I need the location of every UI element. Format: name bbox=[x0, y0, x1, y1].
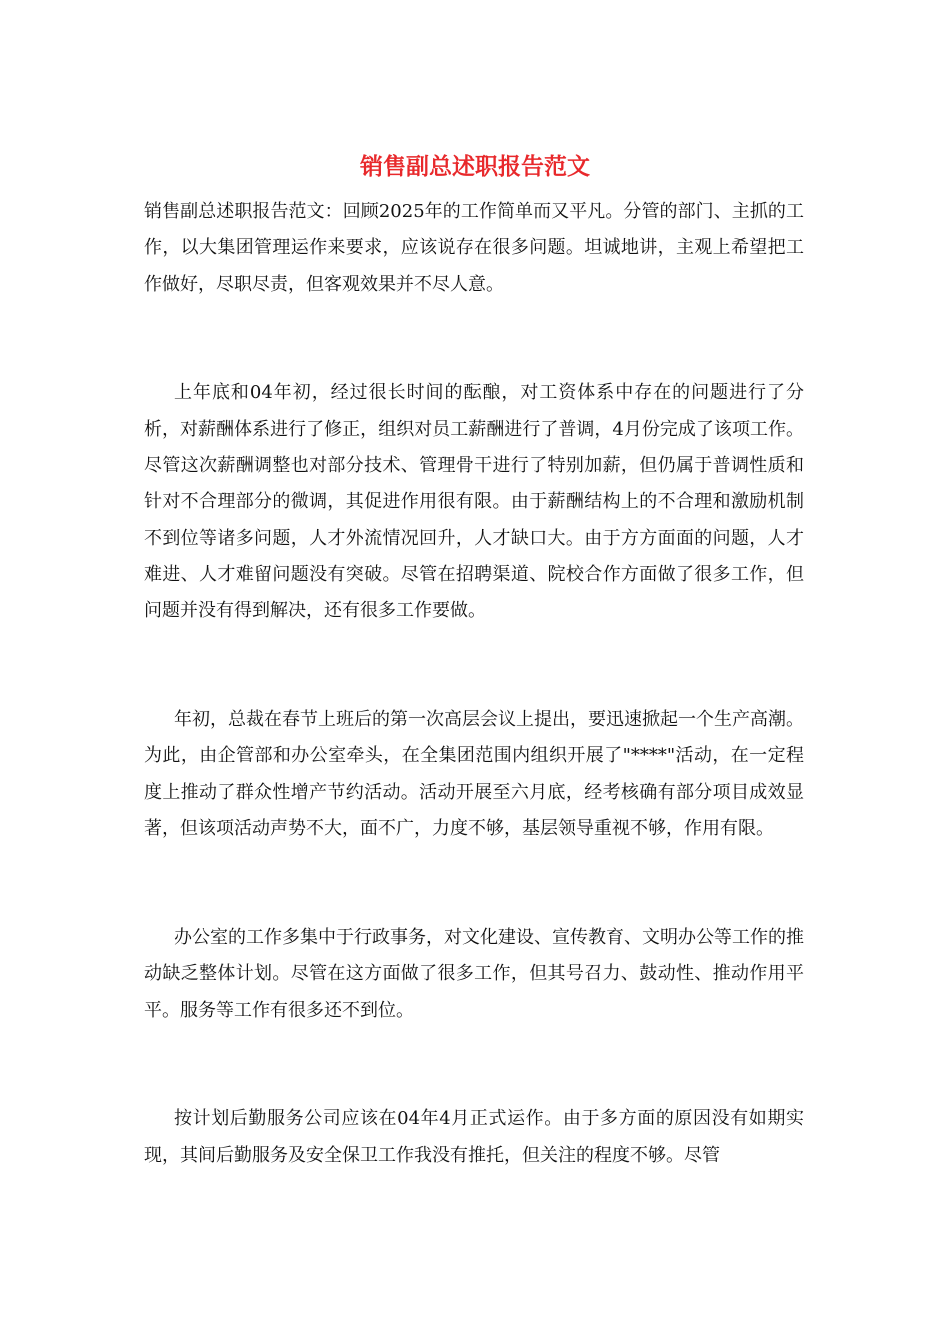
paragraph-office-work: 办公室的工作多集中于行政事务，对文化建设、宣传教育、文明办公等工作的推动缺乏整体计划。尽管在这方面做了很多工作，但其号召力、鼓动性、推动作用平平。服务等工作有很多还不到位。 bbox=[144, 926, 804, 1021]
paragraph-production-campaign: 年初，总裁在春节上班后的第一次高层会议上提出，要迅速掀起一个生产高潮。为此，由企管部和办公室牵头，在全集团范围内组织开展了"****"活动，在一定程度上推动了群众性增产节约活动。活动开展至六月底，经考核确有部分项目成效显著，但该项活动声势不大，面不广，力度不够，基层领导重视不够，作用有限。 bbox=[144, 709, 804, 840]
paragraph-logistics: 按计划后勤服务公司应该在04年4月正式运作。由于多方面的原因没有如期实现，其间后勤服务及安全保卫工作我没有推托，但关注的程度不够。尽管 bbox=[144, 1108, 804, 1166]
paragraph-intro: 销售副总述职报告范文：回顾2025年的工作简单而又平凡。分管的部门、主抓的工作，以大集团管理运作来要求，应该说存在很多问题。坦诚地讲，主观上希望把工作做好，尽职尽责，但客观效果并不尽人意。 bbox=[144, 201, 804, 295]
document-body bbox=[144, 194, 804, 1247]
document-title: 销售副总述职报告范文 bbox=[360, 153, 590, 180]
paragraph-salary: 上年底和04年初，经过很长时间的酝酿，对工资体系中存在的问题进行了分析，对薪酬体系进行了修正，组织对员工薪酬进行了普调，4月份完成了该项工作。尽管这次薪酬调整也对部分技术、管理骨干进行了特别加薪，但仍属于普调性质和针对不合理部分的微调，其促进作用很有限。由于薪酬结构上的不合理和激励机制不到位等诸多问题，人才外流情况回升，人才缺口大。由于方方面面的问题，人才难进、人才难留问题没有突破。尽管在招聘渠道、院校合作方面做了很多工作，但问题并没有得到解决，还有很多工作要做。 bbox=[144, 382, 804, 622]
